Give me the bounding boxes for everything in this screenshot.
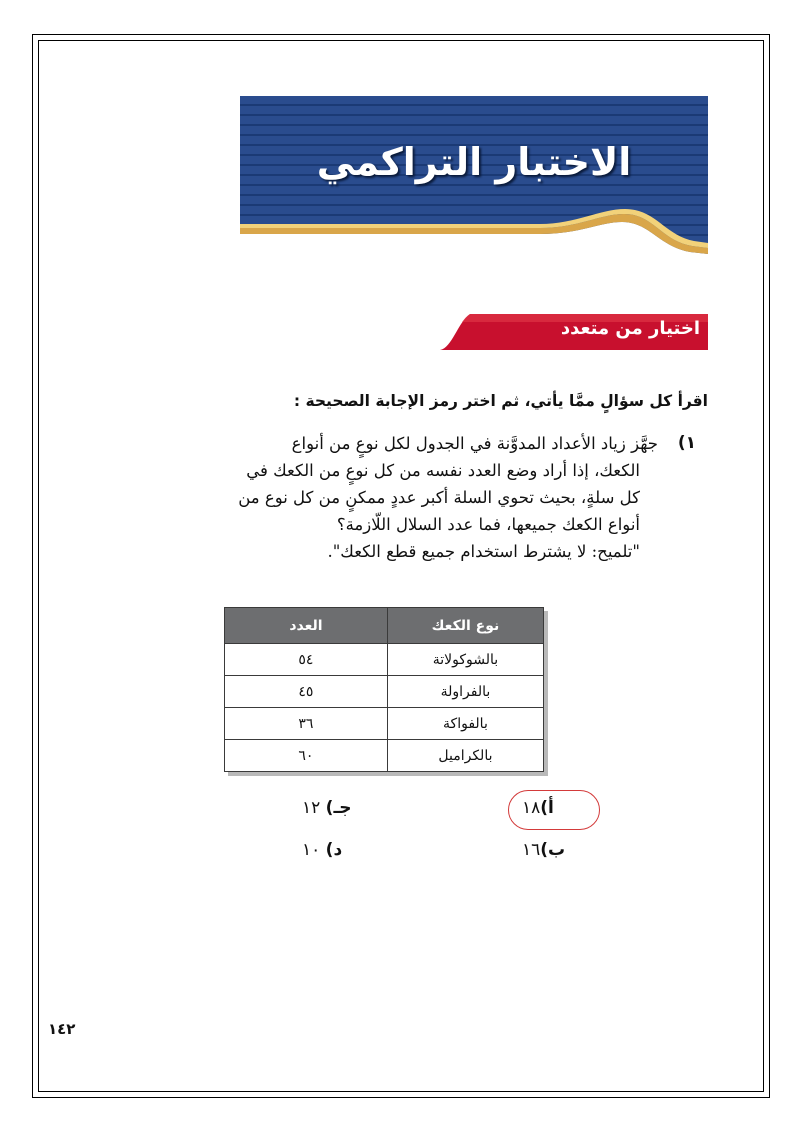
table-cell-count: ٤٥ [225,676,388,708]
choice-letter: جـ) [325,798,352,818]
table-row [225,644,544,676]
table-cell-type: بالفواكة [387,708,543,740]
choice-letter: أ) [540,798,554,818]
table-cell-count: ٦٠ [225,740,388,772]
table-cell-type: بالكراميل [387,740,543,772]
section-heading: اختيار من متعدد [560,318,700,339]
table-cell-type: بالشوكولاتة [387,644,543,676]
question-line: الكعك، إذا أراد وضع العدد نفسه من كل نوعٍ من الكعك في [246,461,640,480]
title-banner [240,96,708,268]
table-cell-count: ٥٤ [225,644,388,676]
page-title: الاختبار التراكمي [316,140,632,184]
question-line: كل سلةٍ، بحيث تحوي السلة أكبر عددٍ ممكنٍ من كل نوع من [238,488,640,507]
instructions-text: اقرأ كل سؤالٍ ممَّا يأتي، ثم اختر رمز الإجابة الصحيحة : [293,392,708,410]
page-number: ١٤٢ [48,1020,76,1038]
cake-count-table [224,607,544,772]
table-cell-type: بالفراولة [387,676,543,708]
choice-a[interactable] [522,798,554,818]
question-hint: "تلميح: لا يشترط استخدام جميع قطع الكعك". [327,542,640,561]
table-row [225,676,544,708]
table-row [225,740,544,772]
choice-c[interactable] [302,798,352,818]
table-cell-count: ٣٦ [225,708,388,740]
question-number: ١) [677,433,696,453]
table-row [225,708,544,740]
choice-letter: د) [325,840,343,860]
question-line: أنواع الكعك جميعها، فما عدد السلال اللّازمة؟ [336,515,640,534]
choice-value: ١٢ [302,798,321,818]
choice-d[interactable] [302,840,342,860]
choice-value: ١٨ [522,798,541,818]
question-line: جهَّز زياد الأعداد المدوَّنة في الجدول لكل نوعٍ من أنواع [291,434,658,453]
table-header-count: العدد [225,608,388,644]
table-header-type: نوع الكعك [387,608,543,644]
question-1 [98,430,696,565]
choice-value: ١٦ [522,840,541,860]
choice-letter: ب) [540,840,566,860]
choice-b[interactable] [522,840,565,860]
choice-value: ١٠ [302,840,321,860]
